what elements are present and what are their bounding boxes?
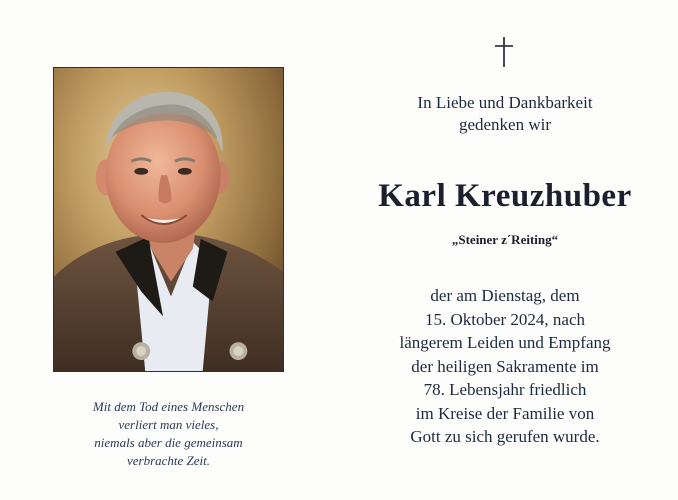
notice-line: 78. Lebensjahr friedlich — [423, 380, 587, 399]
intro-line: In Liebe und Dankbarkeit — [417, 93, 593, 112]
notice-line: 15. Oktober 2024, nach — [424, 309, 586, 329]
intro-line: gedenken wir — [458, 115, 552, 134]
quote-line: verliert man vieles, — [118, 417, 219, 432]
notice-line: längerem Leiden und Empfang — [399, 333, 611, 352]
quote-line: niemals aber die gemeinsam — [94, 435, 243, 450]
deceased-name: Karl Kreuzhuber — [378, 178, 632, 214]
deceased-nickname: „Steiner z´Reiting“ — [451, 232, 559, 247]
death-notice — [345, 284, 665, 449]
cross-icon — [492, 36, 516, 68]
portrait-photo — [53, 67, 284, 372]
notice-line: der heiligen Sakramente im — [411, 356, 599, 376]
notice-line: im Kreise der Familie von — [415, 403, 595, 423]
notice-line: Gott zu sich gerufen wurde. — [410, 427, 600, 446]
notice-line: der am Dienstag, dem — [430, 286, 580, 305]
portrait-image — [54, 68, 283, 371]
quote-line: verbrachte Zeit. — [126, 453, 211, 468]
quote-line: Mit dem Tod eines Menschen — [92, 399, 245, 414]
intro-text — [345, 92, 665, 136]
memorial-quote — [53, 398, 284, 470]
